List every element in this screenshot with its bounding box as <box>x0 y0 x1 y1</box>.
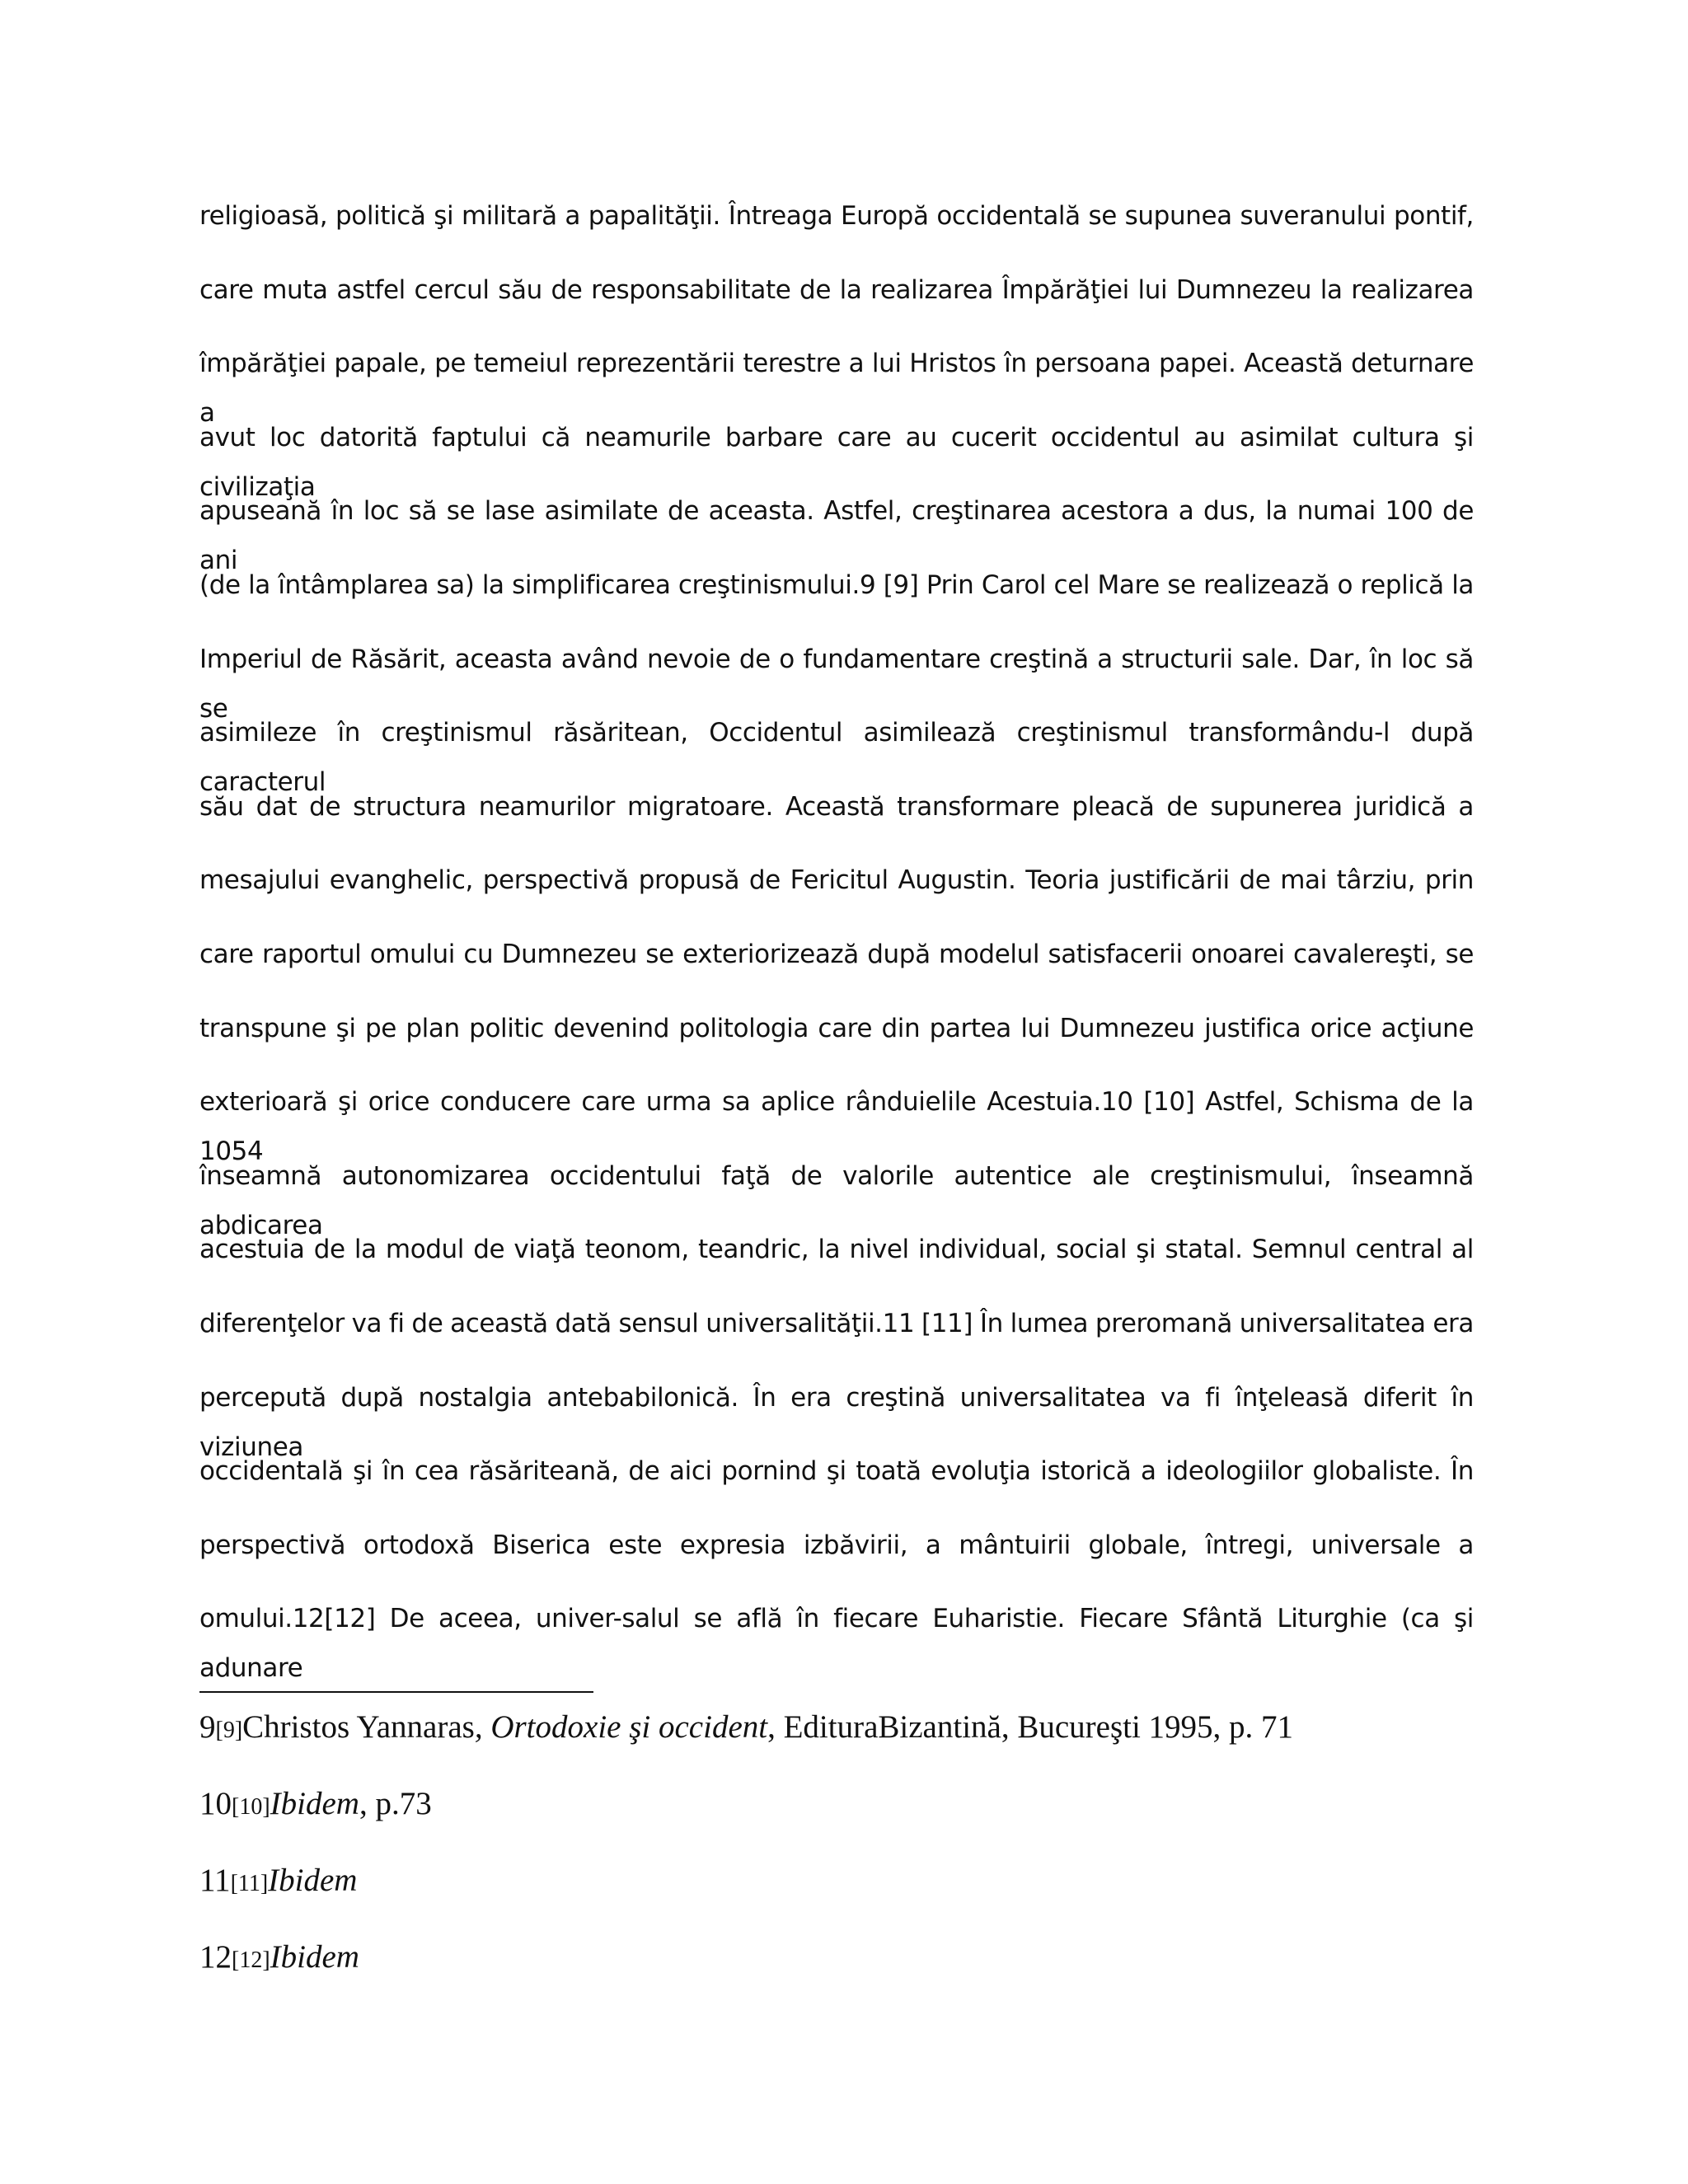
body-line: (de la întâmplarea sa) la simplificarea creştinismului.9 [9] Prin Carol cel Mare se realizează o replică la <box>199 569 1474 600</box>
footnote-9 <box>199 1704 1474 1781</box>
body-text <box>199 191 1474 1684</box>
footnote-bracket: [9] <box>215 1718 243 1743</box>
footnote-title: Ibidem <box>268 1863 358 1898</box>
body-line: Imperiul de Răsărit, aceasta având nevoie de o fundamentare creştină a structurii sale. Dar, în loc să se <box>199 644 1474 724</box>
body-line: religioasă, politică şi militară a papalităţii. Întreaga Europă occidentală se supunea suveranului pontif, <box>199 201 1474 231</box>
footnote-separator-text: , <box>474 1709 491 1745</box>
footnote-bracket: [12] <box>232 1947 270 1973</box>
footnote-rest: , EdituraBizantină, Bucureşti 1995, p. 71 <box>767 1709 1294 1745</box>
footnote-number: 11 <box>199 1863 231 1898</box>
body-line: diferenţelor va fi de această dată sensul universalităţii.11 [11] În lumea preromană universalitatea era <box>199 1308 1474 1338</box>
body-line: omului.12[12] De aceea, univer-salul se află în fiecare Euharistie. Fiecare Sfântă Liturghie (ca şi adunare <box>199 1604 1474 1684</box>
body-line: occidentală şi în cea răsăriteană, de aici pornind şi toată evoluţia istorică a ideologiilor globaliste. În <box>199 1456 1474 1487</box>
body-line: perspectivă ortodoxă Biserica este expresia izbăvirii, a mântuirii globale, întregi, universale a <box>199 1530 1474 1560</box>
footnote-title: Ibidem <box>270 1939 359 1975</box>
body-line: acestuia de la modul de viaţă teonom, teandric, la nivel individual, social şi statal. Semnul central al <box>199 1235 1474 1265</box>
body-line: avut loc datorită faptului că neamurile barbare care au cucerit occidentul au asimilat cultura şi civilizaţia <box>199 422 1474 502</box>
footnote-bracket: [11] <box>230 1871 269 1896</box>
footnote-bracket: [10] <box>232 1794 270 1820</box>
body-line: exterioară şi orice conducere care urma sa aplice rânduielile Acestuia.10 [10] Astfel, Schisma de la 1054 <box>199 1087 1474 1167</box>
footnote-number: 10 <box>199 1786 232 1821</box>
body-line: său dat de structura neamurilor migratoare. Această transformare pleacă de supunerea juridică a <box>199 791 1474 822</box>
body-line: înseamnă autonomizarea occidentului faţă de valorile autentice ale creştinismului, înseamnă abdicarea <box>199 1160 1474 1240</box>
footnote-author: Christos Yannaras <box>242 1709 475 1745</box>
body-line: transpune şi pe plan politic devenind politologia care din partea lui Dumnezeu justifica orice acţiune <box>199 1013 1474 1043</box>
body-line: asimileze în creştinismul răsăritean, Occidentul asimilează creştinismul transformându-l după caracterul <box>199 718 1474 798</box>
body-line: percepută după nostalgia antebabilonică. În era creştină universalitatea va fi înţeleasă diferit în viziunea <box>199 1382 1474 1462</box>
footnote-title: Ibidem <box>270 1786 359 1821</box>
footnote-rest: , p.73 <box>359 1786 432 1821</box>
footnote-title: Ortodoxie şi occident <box>490 1709 768 1745</box>
body-line: mesajului evanghelic, perspectivă propusă de Fericitul Augustin. Teoria justificării de mai târziu, prin <box>199 865 1474 896</box>
body-line: împărăţiei papale, pe temeiul reprezentării terestre a lui Hristos în persoana papei. Această deturnare a <box>199 349 1474 429</box>
body-line: apuseană în loc să se lase asimilate de aceasta. Astfel, creştinarea acestora a dus, la numai 100 de ani <box>199 496 1474 576</box>
body-line: care raportul omului cu Dumnezeu se exteriorizează după modelul satisfacerii onoarei cavalereşti, se <box>199 939 1474 969</box>
footnote-12 <box>199 1934 1474 2011</box>
footnote-11 <box>199 1858 1474 1934</box>
footnote-number: 12 <box>199 1939 232 1975</box>
footnote-separator <box>199 1691 593 1693</box>
footnote-10 <box>199 1781 1474 1858</box>
footnote-number: 9 <box>199 1709 216 1745</box>
body-line: care muta astfel cercul său de responsabilitate de la realizarea Împărăţiei lui Dumnezeu la realizarea <box>199 274 1474 305</box>
footnotes <box>199 1704 1474 2011</box>
